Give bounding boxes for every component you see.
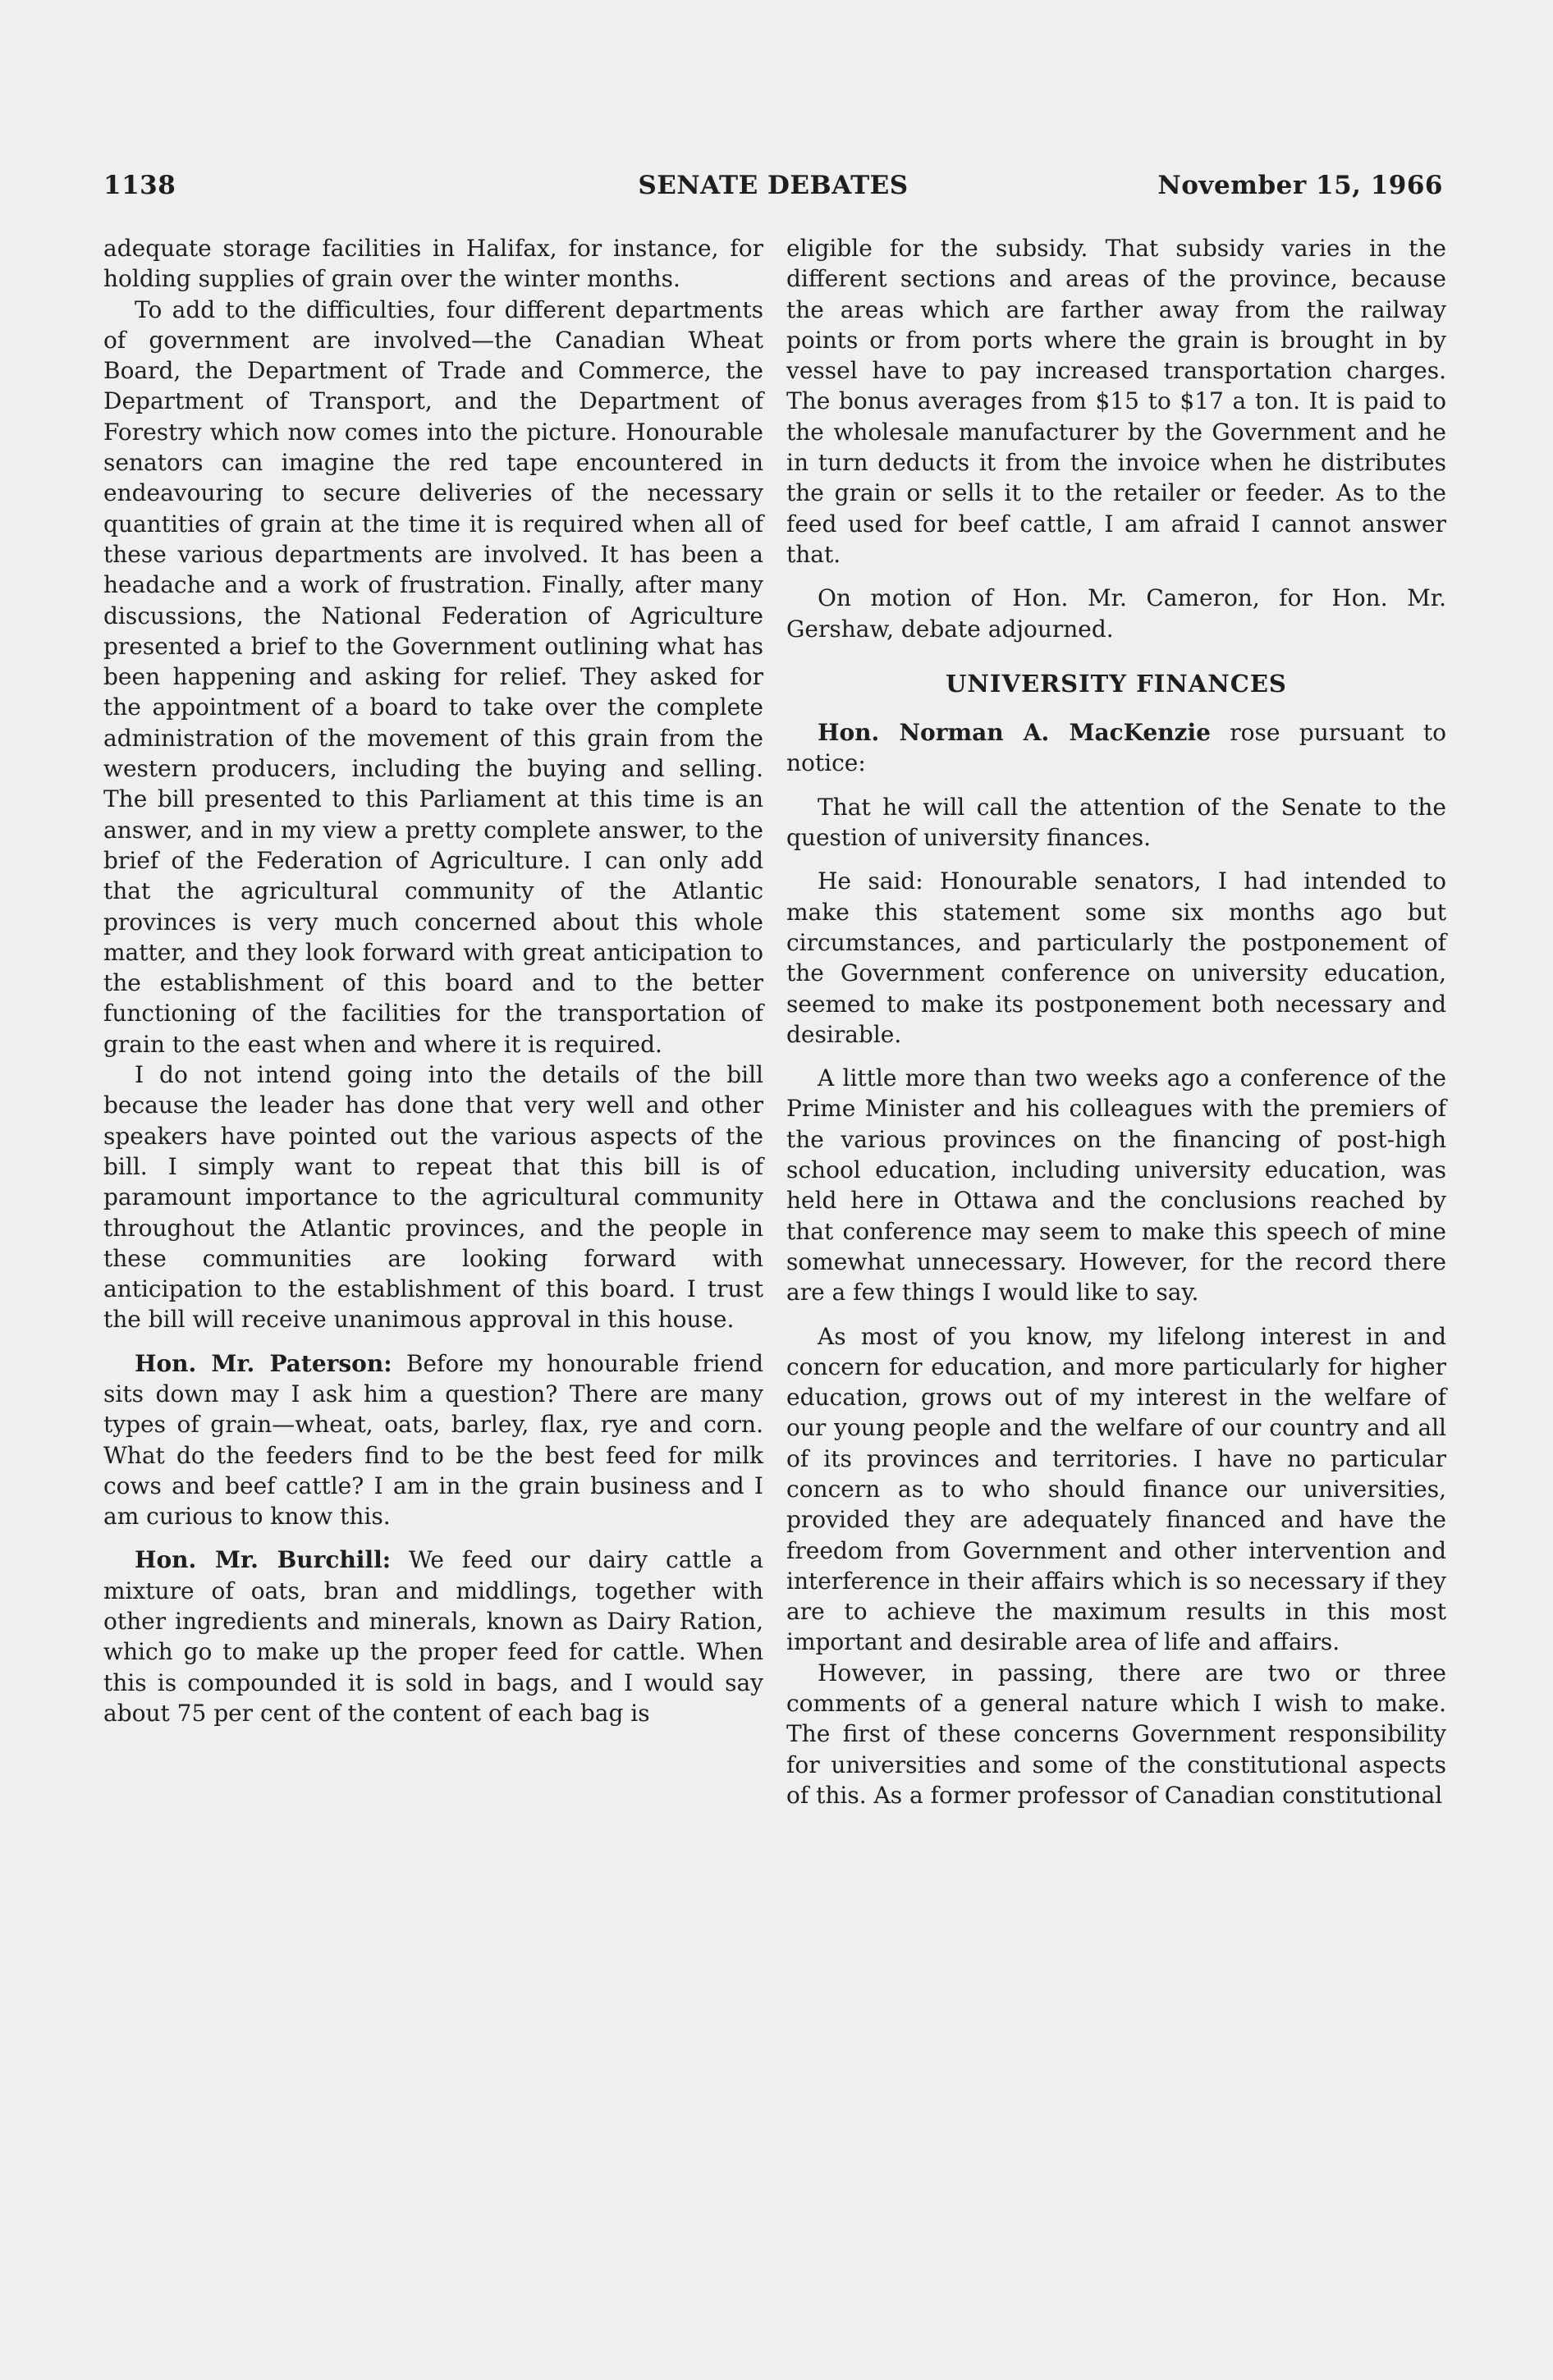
- speech-paterson: [103, 1348, 763, 1532]
- paragraph: However, in passing, there are two or three comments of a general nature which I wish to make. The first of these concerns Government responsibility for universities and some of the constitutional aspects of this. As a former professor of Canadian constitutional: [786, 1659, 1446, 1809]
- paragraph: A little more than two weeks ago a conference of the Prime Minister and his colleagues with the premiers of the various provinces on the financing of post-high school education, including university education, was held here in Ottawa and the conclusions reached by that conference may seem to make this speech of mine somewhat unnecessary. However, for the record there are a few things I would like to say.: [786, 1064, 1446, 1307]
- speech-text: Before my honourable friend sits down may I ask him a question? There are many types of grain—wheat, oats, barley, flax, rye and corn. What do the feeders find to be the best feed for milk cows and beef cattle? I am in the grain business and I am curious to know this.: [103, 1349, 764, 1531]
- speaker-name: Hon. Norman A. MacKenzie: [818, 719, 1211, 747]
- paragraph: eligible for the subsidy. That subsidy varies in the different sections and areas of the province, because the areas which are farther away from the railway points or from ports where the grain is brought in by vessel have to pay increased transportation charges. The bonus averages from $15 to $17 a ton. It is paid to the wholesale manufacturer by the Government and he in turn deducts it from the invoice when he distributes the grain or sells it to the retailer or feeder. As to the feed used for beef cattle, I am afraid I cannot answer that.: [786, 235, 1446, 568]
- right-column: [786, 233, 1446, 1810]
- speaker-name: Hon. Mr. Burchill:: [135, 1546, 392, 1574]
- paragraph: On motion of Hon. Mr. Cameron, for Hon. Mr. Gershaw, debate adjourned.: [786, 584, 1446, 643]
- page-number: 1138: [103, 171, 176, 200]
- paragraph: I do not intend going into the details of the bill because the leader has done that very well and other speakers have pointed out the various aspects of the bill. I simply want to repeat that this bill is of paramount importance to the agricultural community throughout the Atlantic provinces, and the people in these communities are looking forward with anticipation to the establishment of this board. I trust the bill will receive unanimous approval in this house.: [103, 1061, 763, 1334]
- speech-burchill: [103, 1545, 763, 1728]
- speaker-name: Hon. Mr. Paterson:: [135, 1349, 392, 1377]
- running-title: SENATE DEBATES: [638, 171, 909, 200]
- page-header: [103, 171, 1443, 212]
- speech-mackenzie: [786, 717, 1446, 779]
- section-heading: UNIVERSITY FINANCES: [946, 669, 1287, 698]
- paragraph: adequate storage facilities in Halifax, for instance, for holding supplies of grain over the winter months.: [103, 235, 763, 293]
- paragraph: He said: Honourable senators, I had intended to make this statement some six months ago but circumstances, and particularly the postponement of the Government conference on university education, seemed to make its postponement both necessary and desirable.: [786, 867, 1446, 1048]
- speech-text: We feed our dairy cattle a mixture of oats, bran and middlings, together with other ingredients and minerals, known as Dairy Ration, which go to make up the proper feed for cattle. When this is compounded it is sold in bags, and I would say about 75 per cent of the content of each bag is: [103, 1546, 763, 1727]
- speech-text: rose pursuant to notice:: [786, 719, 1446, 777]
- paragraph: As most of you know, my lifelong interest in and concern for education, and more particularly for higher education, grows out of my interest in the welfare of our young people and the welfare of our country and all of its provinces and territories. I have no particular concern as to who should finance our universities, provided they are adequately financed and have the freedom from Government and other intervention and interference in their affairs which is so necessary if they are to achieve the maximum results in this most important and desirable area of life and affairs.: [786, 1322, 1446, 1656]
- left-column: [103, 233, 763, 1728]
- paragraph: To add to the difficulties, four different departments of government are involved—the Canadian Wheat Board, the Department of Trade and Commerce, the Department of Transport, and the Department of Forestry which now comes into the picture. Honourable senators can imagine the red tape encountered in endeavouring to secure deliveries of the necessary quantities of grain at the time it is required when all of these various departments are involved. It has been a headache and a work of frustration. Finally, after many discussions, the National Federation of Agriculture presented a brief to the Government outlining what has been happening and asking for relief. They asked for the appointment of a board to take over the complete administration of the movement of this grain from the western producers, including the buying and selling. The bill presented to this Parliament at this time is an answer, and in my view a pretty complete answer, to the brief of the Federation of Agriculture. I can only add that the agricultural community of the Atlantic provinces is very much concerned about this whole matter, and they look forward with great anticipation to the establishment of this board and to the better functioning of the facilities for the transportation of grain to the east when and where it is required.: [103, 295, 763, 1058]
- notice-text: That he will call the attention of the Senate to the question of university finances.: [786, 793, 1446, 852]
- header-date: November 15, 1966: [1157, 171, 1443, 200]
